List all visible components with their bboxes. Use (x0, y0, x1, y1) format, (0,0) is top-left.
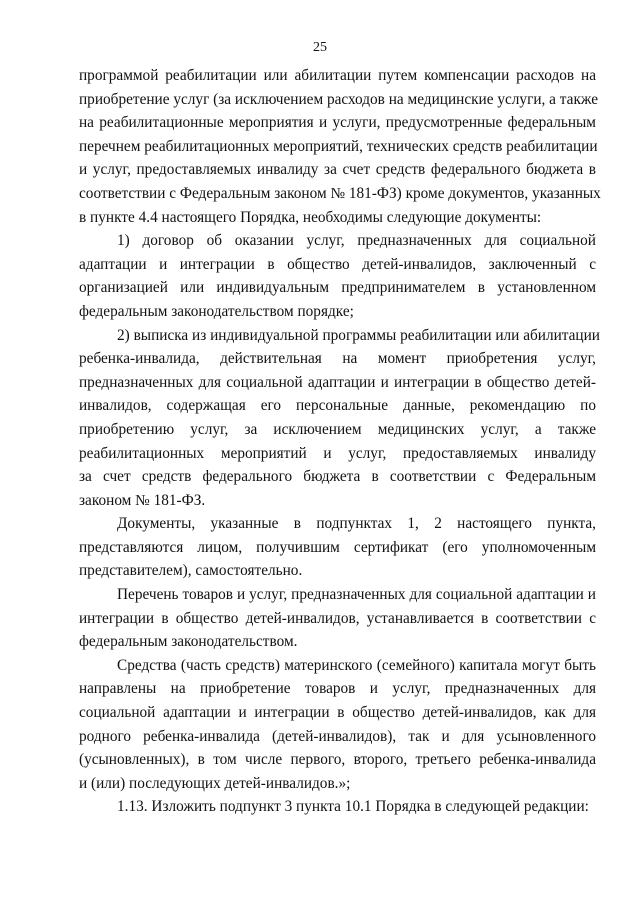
text-line: приобретение услуг (за исключением расходов на медицинские услуги, а также (79, 90, 599, 108)
paragraph (79, 583, 596, 654)
text-line: адаптации и интеграции в общество детей-инвалидов, заключенный с (79, 255, 596, 273)
text-line: перечнем реабилитационных мероприятий, технических средств реабилитации (79, 137, 598, 155)
text-line: организацией или индивидуальным предпринимателем в установленном (79, 279, 596, 297)
paragraph (79, 512, 596, 583)
text-line: на реабилитационные мероприятия и услуги, предусмотренные федеральным (79, 114, 596, 132)
text-line: программой реабилитации или абилитации путем компенсации расходов на (79, 67, 596, 84)
paragraph (79, 324, 600, 513)
text-line: федеральным законодательством. (79, 633, 298, 651)
page-number: 25 (313, 40, 327, 55)
text-line: инвалидов, содержащая его персональные данные, рекомендацию по (79, 397, 596, 415)
text-line: 2) выписка из индивидуальной программы реабилитации или абилитации (117, 326, 600, 344)
text-line: 1.13. Изложить подпункт 3 пункта 10.1 Порядка в следующей редакции: (117, 798, 589, 816)
text-line: и услуг, предоставляемых инвалиду за счет средств федерального бюджета в (79, 161, 596, 179)
text-line: соответствии с Федеральным законом № 181-ФЗ) кроме документов, указанных (79, 184, 601, 202)
text-line: родного ребенка-инвалида (детей-инвалидов), так и для усыновленного (79, 727, 596, 745)
text-line: интеграции в общество детей-инвалидов, устанавливается в соответствии с (79, 609, 596, 627)
text-line: социальной адаптации и интеграции в общество детей-инвалидов, как для (79, 704, 596, 722)
paragraph (79, 795, 596, 819)
text-line: Документы, указанные в подпунктах 1, 2 настоящего пункта, (117, 515, 596, 533)
text-line: представляются лицом, получившим сертификат (его уполномоченным (79, 538, 596, 556)
text-line: законом № 181-ФЗ. (79, 491, 206, 509)
text-line: (усыновленных), в том числе первого, второго, третьего ребенка-инвалида (79, 751, 596, 769)
text-line: и (или) последующих детей-инвалидов.»; (79, 774, 351, 792)
text-line: реабилитационных мероприятий и услуг, предоставляемых инвалиду (79, 444, 596, 462)
text-line: предназначенных для социальной адаптации и интеграции в общество детей- (79, 373, 596, 391)
text-line: 1) договор об оказании услуг, предназначенных для социальной (117, 232, 596, 250)
text-line: в пункте 4.4 настоящего Порядка, необходимы следующие документы: (79, 208, 542, 226)
paragraph (79, 229, 596, 323)
text-line: представителем), самостоятельно. (79, 562, 303, 580)
text-line: федеральным законодательством порядке; (79, 302, 354, 320)
text-line: приобретению услуг, за исключением медицинских услуг, а также (79, 420, 596, 438)
text-line: за счет средств федерального бюджета в соответствии с Федеральным (79, 468, 596, 486)
paragraph (79, 64, 601, 229)
document-body (79, 64, 601, 819)
text-line: Перечень товаров и услуг, предназначенных для социальной адаптации и (117, 586, 596, 604)
text-line: Средства (часть средств) материнского (семейного) капитала могут быть (117, 656, 596, 674)
text-line: направлены на приобретение товаров и услуг, предназначенных для (79, 680, 596, 698)
text-line: ребенка-инвалида, действительная на момент приобретения услуг, (79, 350, 596, 368)
paragraph (79, 654, 596, 796)
